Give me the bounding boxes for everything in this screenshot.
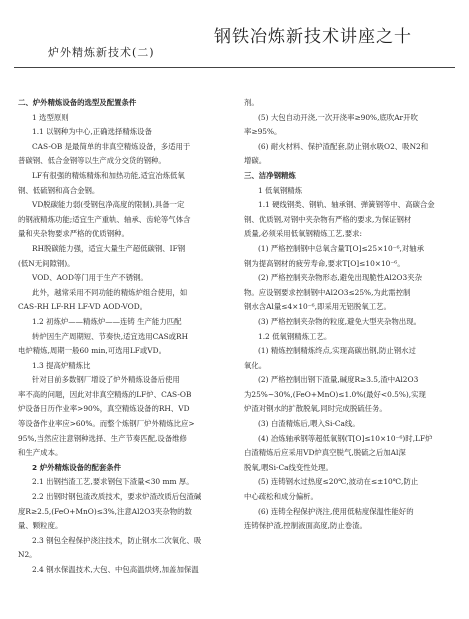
text-line: 氧化。 <box>244 360 267 370</box>
text-line: 2.1 出钢挡渣工艺,要求钢包下渣量<30 mm 厚。 <box>32 477 194 487</box>
text-line: 量、颗粒度。 <box>18 521 63 531</box>
text-line: 的钢液精炼功能;适宜生产重轨、轴承、齿轮等气体含 <box>18 214 191 224</box>
text-line: 1.1 以钢种为中心,正确选择精炼设备 <box>32 127 152 137</box>
text-line: 物。应设钢要求控制钢中Al2O3≤25%,为此需控制 <box>244 287 411 297</box>
text-line: (低N无间隙钢)。 <box>18 258 75 268</box>
text-line: 钢、优质钢,对钢中夹杂物有严格的要求,为保证钢材 <box>244 214 412 224</box>
series-title: 钢铁冶炼新技术讲座之十 <box>214 27 412 47</box>
text-line: 量和夹杂物要求严格的优质钢种。 <box>18 229 129 239</box>
text-line: 钢水含Al量≤4×10⁻⁶,即采用无铝脱氧工艺。 <box>244 302 391 312</box>
text-line: 针对目前多数钢厂增设了炉外精炼设备后使用 <box>32 375 180 385</box>
text-line: 等设备作业率应>60%。而整个炼钢厂炉外精炼比应> <box>18 419 195 429</box>
text-line: 2.2 出钢时钢包渣改质技术，要求炉渣改质后包渣碱 <box>32 492 202 502</box>
text-line: CAS-OB 是最简单的非真空精炼设备，多适用于 <box>32 141 191 151</box>
text-line: 炉设备日历作业率>90%，真空精炼设备的RH、VD <box>18 404 190 414</box>
text-line: 度R≥2.5,(FeO+MnO)≤3%,注意Al2O3夹杂物的数 <box>18 506 192 516</box>
text-line: 剂。 <box>244 98 259 107</box>
text-line: 中心疏松和成分偏析。 <box>244 492 318 502</box>
text-line: 钢为提高钢材的疲劳寿命,要求T[O]≤10×10⁻⁶。 <box>244 258 405 268</box>
text-line: (1) 严格控制钢中总氧含量T[O]≤25×10⁻⁶,对轴承 <box>258 243 425 253</box>
text-line: 2.3 钢包全程保护浇注技术，防止钢水二次氧化、吸 <box>32 535 202 545</box>
text-line: 率≥95%。 <box>244 127 282 137</box>
text-line: 95%,当然应注意钢种选择、生产节奏匹配,设备维修 <box>18 433 187 443</box>
text-line: 转炉因生产周期短、节奏快,适宜选用CAS或RH <box>32 331 189 341</box>
text-line: VOD、AOD等门用于生产不锈钢。 <box>32 273 148 283</box>
text-line: (5) 连铸钢水过热度≤20℃,波动在≤±10℃,防止 <box>258 477 419 487</box>
text-line: 连铸保护渣,控制液面高度,防止卷渣。 <box>244 521 367 531</box>
text-line: 1.3 提高炉精炼比 <box>32 360 91 370</box>
text-line: (2) 严格控制夹杂物形态,避免出现脆性Al2O3夹杂 <box>258 273 422 283</box>
text-line: 1.2 初炼炉——精炼炉——连铸 生产能力匹配 <box>32 316 182 326</box>
text-line: CAS-RH LF-RH LF-VD AOD-VOD。 <box>18 302 148 312</box>
left-column <box>18 96 230 578</box>
text-line: 2.4 钢水保温技术,大包、中包高温烘烤,加盖加保温 <box>32 565 199 574</box>
text-line: (4) 冶炼轴承钢等超低氧钢(T[O]≤10×10⁻⁶)时,LF炉 <box>258 433 433 443</box>
text-line: 1.1 硬线钢类、钢轨、轴承钢、弹簧钢等中、高碳合金 <box>258 200 435 210</box>
article-title: 炉外精炼新技术(二) <box>48 46 155 59</box>
text-line: (3) 严格控制夹杂物的粒度,避免大型夹杂物出现。 <box>258 316 421 326</box>
text-line: (6) 连铸全程保护浇注,使用低粘度保温性能好的 <box>258 506 414 516</box>
text-line: 为25%~30%,(FeO+MnO)≤1.0%(最好<0.5%),实现 <box>244 389 426 399</box>
text-line: 炉渣对钢水的扩散脱氧,同时完成脱硫任务。 <box>244 404 387 414</box>
text-line: (3) 白渣精炼后,喂入Si-Ca线。 <box>258 419 360 429</box>
text-line: 和生产成本。 <box>18 448 63 458</box>
text-line: (2) 严格控制出钢下渣量,碱度R≥3.5,渣中Al2O3 <box>258 375 419 385</box>
text-line: (1) 精炼控制精炼终点,实现高碳出钢,防止钢水过 <box>258 346 416 356</box>
text-line: 率不高的问题，因此对非真空精炼的LF炉、CAS-OB <box>18 389 192 399</box>
text-line: 脱氧,喂Si-Ca线变性处理。 <box>244 462 333 472</box>
text-line: 2 炉外精炼设备的配套条件 <box>32 462 122 472</box>
text-line: VD脱碳能力弱(受钢包净高度的限制),具备一定 <box>32 200 185 210</box>
text-line: LF有很强的精炼精炼和加热功能,适宜冶炼低氧 <box>32 170 185 180</box>
text-line: 1 选型原则 <box>32 112 69 122</box>
text-line: 1 低氧钢精炼 <box>258 185 303 195</box>
text-line: 此外，越常采用不同功能的精炼炉组合使用，如 <box>32 287 188 297</box>
text-line: 增碳。 <box>244 156 267 166</box>
text-line: (5) 大包自动开浇,一次开浇率≥90%,底吹Ar开吹 <box>258 112 418 122</box>
text-line: (6) 耐火材料、保护渣配套,防止钢水吸O2、吸N2和 <box>258 141 429 151</box>
text-line: 白渣精炼后应采用VD炉真空脱气,脱硫之后加Al深 <box>244 448 406 458</box>
text-line: 普碳钢、低合金钢等以生产成分交货的钢种。 <box>18 156 166 166</box>
text-line: N2。 <box>18 550 37 560</box>
text-line: 三、洁净钢精炼 <box>244 170 296 180</box>
text-line: 质量,必须采用低氧钢精炼工艺,要求: <box>244 229 363 239</box>
text-line: RH脱碳能力强，适宜大量生产超低碳钢、IF钢 <box>32 243 186 253</box>
right-column <box>244 96 458 534</box>
text-line: 电炉精炼,周期一般60 min,可选用LF或VD。 <box>18 346 166 356</box>
header-rule <box>14 67 455 68</box>
text-line: 二、炉外精炼设备的选型及配置条件 <box>18 98 137 107</box>
text-line: 1.2 低氧钢精炼工艺。 <box>258 331 332 341</box>
text-line: 钢、低硫钢和高合金钢。 <box>18 185 100 195</box>
